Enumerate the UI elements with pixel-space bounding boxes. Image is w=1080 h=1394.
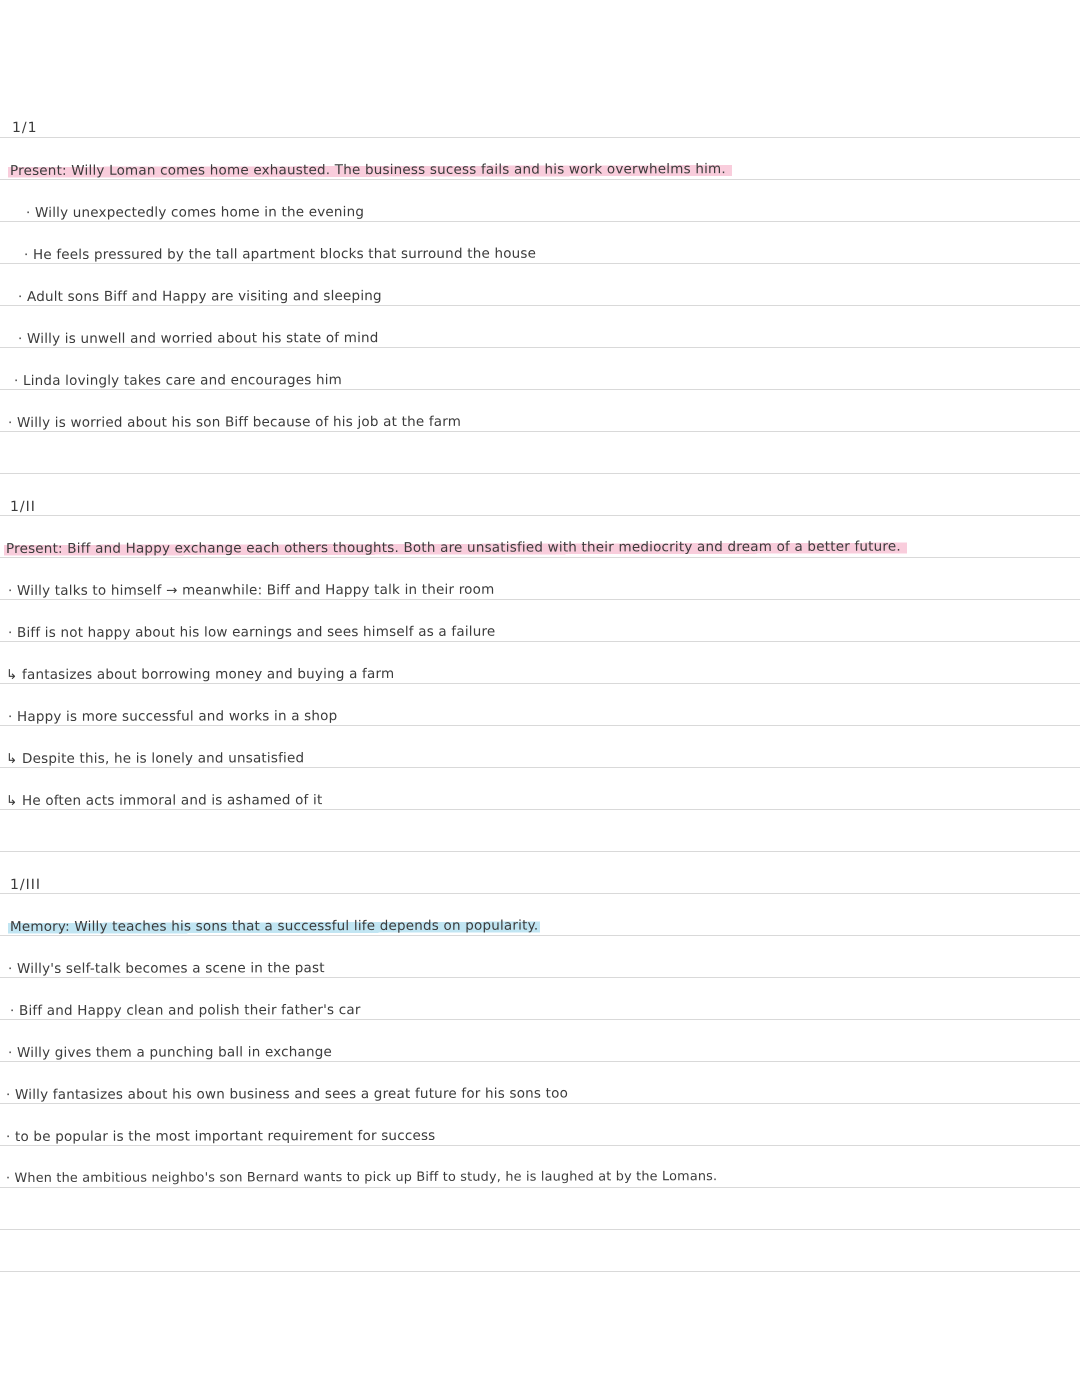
note-line: ↳ He often acts immoral and is ashamed of it — [5, 792, 323, 809]
section-summary — [8, 160, 732, 180]
ruled-line — [0, 1271, 1080, 1272]
note-line: · Willy is worried about his son Biff because of his job at the farm — [7, 413, 462, 431]
ruled-line — [0, 137, 1080, 138]
note-line: ↳ fantasizes about borrowing money and buying a farm — [5, 665, 395, 683]
note-line: ↳ Despite this, he is lonely and unsatisfied — [5, 750, 305, 767]
note-line: · Willy unexpectedly comes home in the evening — [25, 204, 365, 221]
note-line: · Willy gives them a punching ball in exchange — [7, 1044, 333, 1061]
section-summary — [4, 538, 907, 558]
note-line: · Linda lovingly takes care and encourages him — [13, 372, 343, 389]
note-line: · Willy fantasizes about his own business and sees a great future for his sons too — [5, 1085, 569, 1103]
note-line: · Willy is unwell and worried about his state of mind — [17, 330, 379, 347]
ruled-line — [0, 1229, 1080, 1230]
ruled-line — [0, 851, 1080, 852]
note-line: · Happy is more successful and works in a shop — [7, 708, 338, 725]
section-heading: 1/1 — [11, 119, 38, 136]
note-line: · He feels pressured by the tall apartment blocks that surround the house — [23, 245, 537, 263]
note-line: · Biff and Happy clean and polish their father's car — [9, 1002, 361, 1019]
summary-highlight: Present: Willy Loman comes home exhausted. The business sucess fails and his work overwhelms him. — [8, 161, 732, 179]
note-line: · Adult sons Biff and Happy are visiting and sleeping — [17, 288, 382, 305]
ruled-line — [0, 893, 1080, 894]
note-line: · Biff is not happy about his low earnings and sees himself as a failure — [7, 623, 496, 641]
summary-highlight: Present: Biff and Happy exchange each others thoughts. Both are unsatisfied with their mediocrity and dream of a better future. — [4, 539, 907, 557]
section-summary — [8, 917, 540, 936]
summary-highlight: Memory: Willy teaches his sons that a successful life depends on popularity. — [8, 918, 540, 935]
section-heading: 1/II — [9, 498, 36, 515]
ruled-line — [0, 515, 1080, 516]
section-heading: 1/III — [9, 876, 42, 893]
ruled-line — [0, 473, 1080, 474]
note-line: · When the ambitious neighbo's son Bernard wants to pick up Biff to study, he is laughed at by the Lomans. — [5, 1169, 718, 1186]
note-line: · Willy talks to himself → meanwhile: Biff and Happy talk in their room — [7, 581, 495, 599]
note-line: · Willy's self-talk becomes a scene in the past — [7, 960, 325, 977]
note-line: · to be popular is the most important requirement for success — [5, 1127, 436, 1145]
